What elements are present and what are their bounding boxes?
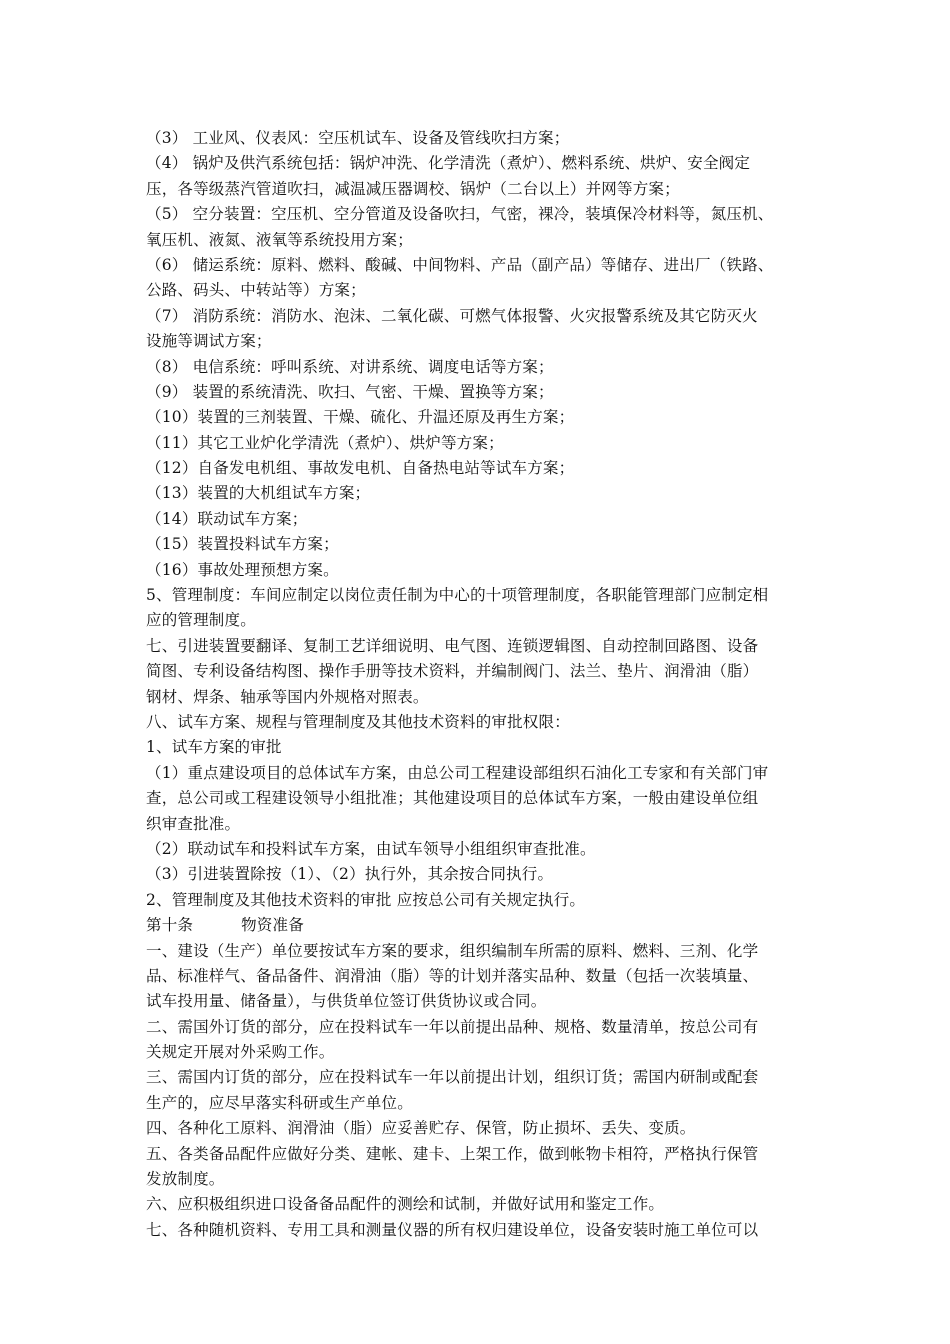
text-line: 查，总公司或工程建设领导小组批准；其他建设项目的总体试车方案，一般由建设单位组: [146, 789, 759, 808]
text-line: 2、管理制度及其他技术资料的审批 应按总公司有关规定执行。: [146, 890, 586, 909]
text-line: 一、建设（生产）单位要按试车方案的要求，组织编制车所需的原料、燃料、三剂、化学: [146, 941, 759, 960]
text-line: 六、应积极组织进口设备备品配件的测绘和试制，并做好试用和鉴定工作。: [146, 1195, 665, 1214]
text-line: 七、引进装置要翻译、复制工艺详细说明、电气图、连锁逻辑图、自动控制回路图、设备: [146, 636, 759, 655]
text-line: （5） 空分装置：空压机、空分管道及设备吹扫，气密，裸冷，装填保冷材料等，氮压机、: [146, 205, 774, 224]
text-line: （11）其它工业炉化学清洗（煮炉）、烘炉等方案；: [146, 433, 504, 452]
text-line: 应的管理制度。: [146, 611, 256, 630]
text-line: 四、各种化工原料、润滑油（脂）应妥善贮存、保管，防止损坏、丢失、变质。: [146, 1119, 696, 1138]
text-line: （10）装置的三剂装置、干燥、硫化、升温还原及再生方案；: [146, 408, 575, 427]
text-line: （9） 装置的系统清洗、吹扫、气密、干燥、置换等方案；: [146, 382, 554, 401]
text-line: （16）事故处理预想方案。: [146, 560, 339, 579]
text-line: （6） 储运系统：原料、燃料、酸碱、中间物料、产品（副产品）等储存、进出厂（铁路、: [146, 255, 774, 274]
text-line: （7） 消防系统：消防水、泡沫、二氧化碳、可燃气体报警、火灾报警系统及其它防灭火: [146, 306, 758, 325]
text-line: 发放制度。: [146, 1170, 225, 1189]
text-line: （12）自备发电机组、事故发电机、自备热电站等试车方案；: [146, 459, 575, 478]
text-line: 织审查批准。: [146, 814, 241, 833]
document-page: [146, 126, 818, 1243]
text-line: 5、管理制度：车间应制定以岗位责任制为中心的十项管理制度，各职能管理部门应制定相: [146, 586, 769, 605]
article-heading: [146, 913, 818, 938]
text-line: 氧压机、液氮、液氧等系统投用方案；: [146, 230, 413, 249]
text-line: （15）装置投料试车方案；: [146, 535, 339, 554]
text-line: 压，各等级蒸汽管道吹扫，减温减压器调校、锅炉（二台以上）并网等方案；: [146, 179, 680, 198]
text-line: 试车投用量、储备量），与供货单位签订供货协议或合同。: [146, 992, 547, 1011]
text-line: 品、标准样气、备品备件、润滑油（脂）等的计划并落实品种、数量（包括一次装填量、: [146, 966, 759, 985]
text-line: 1、试车方案的审批: [146, 738, 282, 757]
text-line: 公路、码头、中转站等）方案；: [146, 281, 366, 300]
text-line: （2）联动试车和投料试车方案，由试车领导小组组织审查批准。: [146, 839, 596, 858]
text-line: 三、需国内订货的部分，应在投料试车一年以前提出计划，组织订货；需国内研制或配套: [146, 1068, 759, 1087]
text-line: （4） 锅炉及供汽系统包括：锅炉冲洗、化学清洗（煮炉）、燃料系统、烘炉、安全阀定: [146, 154, 751, 173]
text-line: 五、各类备品配件应做好分类、建帐、建卡、上架工作，做到帐物卡相符，严格执行保管: [146, 1144, 759, 1163]
text-line: （3） 工业风、仪表风：空压机试车、设备及管线吹扫方案；: [146, 129, 570, 147]
text-line: 钢材、焊条、轴承等国内外规格对照表。: [146, 687, 429, 706]
text-line: 七、各种随机资料、专用工具和测量仪器的所有权归建设单位，设备安装时施工单位可以: [146, 1220, 759, 1239]
text-line: 简图、专利设备结构图、操作手册等技术资料，并编制阀门、法兰、垫片、润滑油（脂）: [146, 662, 759, 681]
text-line: （3）引进装置除按（1）、（2）执行外，其余按合同执行。: [146, 865, 554, 884]
text-line: 生产的，应尽早落实科研或生产单位。: [146, 1093, 413, 1112]
text-line: （14）联动试车方案；: [146, 509, 308, 528]
text-line: （8） 电信系统：呼叫系统、对讲系统、调度电话等方案；: [146, 357, 554, 376]
text-line: （1）重点建设项目的总体试车方案，由总公司工程建设部组织石油化工专家和有关部门审: [146, 763, 769, 782]
text-line: 二、需国外订货的部分，应在投料试车一年以前提出品种、规格、数量清单，按总公司有: [146, 1017, 759, 1036]
text-line: （13）装置的大机组试车方案；: [146, 484, 371, 503]
article-number: 第十条: [146, 916, 194, 935]
text-line: 设施等调试方案；: [146, 332, 272, 351]
text-line: 关规定开展对外采购工作。: [146, 1043, 335, 1062]
text-line: 八、试车方案、规程与管理制度及其他技术资料的审批权限：: [146, 712, 570, 731]
article-title: 物资准备: [241, 916, 304, 935]
